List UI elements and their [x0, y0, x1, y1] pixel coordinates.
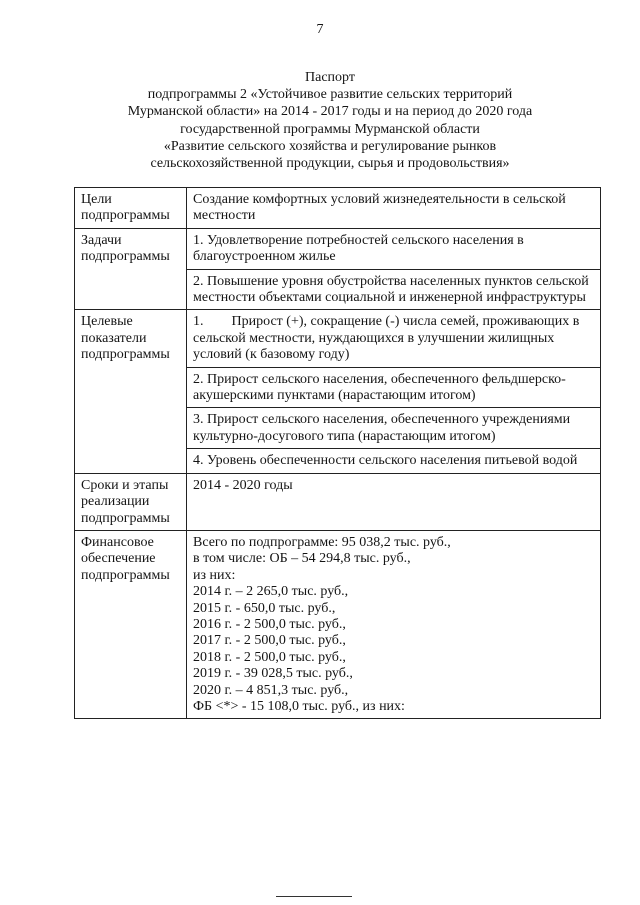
- finance-details: [187, 530, 601, 718]
- header-line: Мурманской области» на 2014 - 2017 годы и на период до 2020 года: [127, 104, 533, 120]
- table-row-tasks: [75, 228, 601, 269]
- finance-line: 2015 г. - 650,0 тыс. руб.,: [193, 600, 336, 616]
- indicator-item-1: [187, 310, 601, 367]
- footer-divider: [276, 896, 352, 897]
- finance-line: в том числе: ОБ – 54 294,8 тыс. руб.,: [193, 551, 411, 567]
- table-row-goals: [75, 188, 601, 229]
- table-row-finance: [75, 530, 601, 718]
- indicator-item-2: 2. Прирост сельского населения, обеспеченного фельдшерско-акушерскими пунктами (нарастающим итогом): [187, 367, 601, 408]
- document-title: Паспорт: [305, 70, 355, 85]
- task-item-2: 2. Повышение уровня обустройства населенных пунктов сельской местности объектами социальной и инженерной инфраструктуры: [187, 269, 601, 310]
- finance-line: 2017 г. - 2 500,0 тыс. руб.,: [193, 633, 346, 649]
- goals-label: Цели подпрограммы: [75, 188, 187, 229]
- timing-label: Сроки и этапы реализации подпрограммы: [75, 473, 187, 530]
- indicators-label: Целевые показатели подпрограммы: [75, 310, 187, 473]
- indicator-item-4: 4. Уровень обеспеченности сельского населения питьевой водой: [187, 449, 601, 473]
- header-line: государственной программы Мурманской области: [180, 121, 480, 137]
- finance-line: Всего по подпрограмме: 95 038,2 тыс. руб.,: [193, 534, 451, 550]
- indicator-item-1-text: Прирост (+), сокращение (-) числа семей, проживающих в сельской местности, нуждающихся в улучшении жилищных условий (к базовому году): [193, 314, 580, 363]
- goals-text: Создание комфортных условий жизнедеятельности в сельской местности: [187, 188, 601, 229]
- passport-table: [74, 187, 601, 719]
- finance-line: 2014 г. – 2 265,0 тыс. руб.,: [193, 584, 349, 600]
- indicator-item-1-number: 1.: [193, 314, 204, 330]
- finance-line: 2019 г. - 39 028,5 тыс. руб.,: [193, 666, 353, 682]
- finance-line: из них:: [193, 567, 236, 583]
- page-number: 7: [316, 22, 324, 37]
- table-row-timing: [75, 473, 601, 530]
- document-header: [60, 69, 600, 172]
- header-line: «Развитие сельского хозяйства и регулирование рынков: [163, 138, 497, 154]
- finance-line: 2020 г. – 4 851,3 тыс. руб.,: [193, 682, 349, 698]
- indicator-item-3: 3. Прирост сельского населения, обеспеченного учреждениями культурно-досугового типа (нарастающим итогом): [187, 408, 601, 449]
- finance-label: Финансовое обеспечение подпрограммы: [75, 530, 187, 718]
- finance-line: 2018 г. - 2 500,0 тыс. руб.,: [193, 649, 346, 665]
- finance-line: 2016 г. - 2 500,0 тыс. руб.,: [193, 616, 346, 632]
- task-item-1: 1. Удовлетворение потребностей сельского населения в благоустроенном жилье: [187, 228, 601, 269]
- header-line: подпрограммы 2 «Устойчивое развитие сельских территорий: [147, 87, 513, 103]
- finance-line: ФБ <*> - 15 108,0 тыс. руб., из них:: [193, 698, 405, 714]
- tasks-label: Задачи подпрограммы: [75, 228, 187, 310]
- table-row-indicators: [75, 310, 601, 367]
- timing-text: 2014 - 2020 годы: [187, 473, 601, 530]
- header-line: сельскохозяйственной продукции, сырья и продовольствия»: [150, 156, 510, 172]
